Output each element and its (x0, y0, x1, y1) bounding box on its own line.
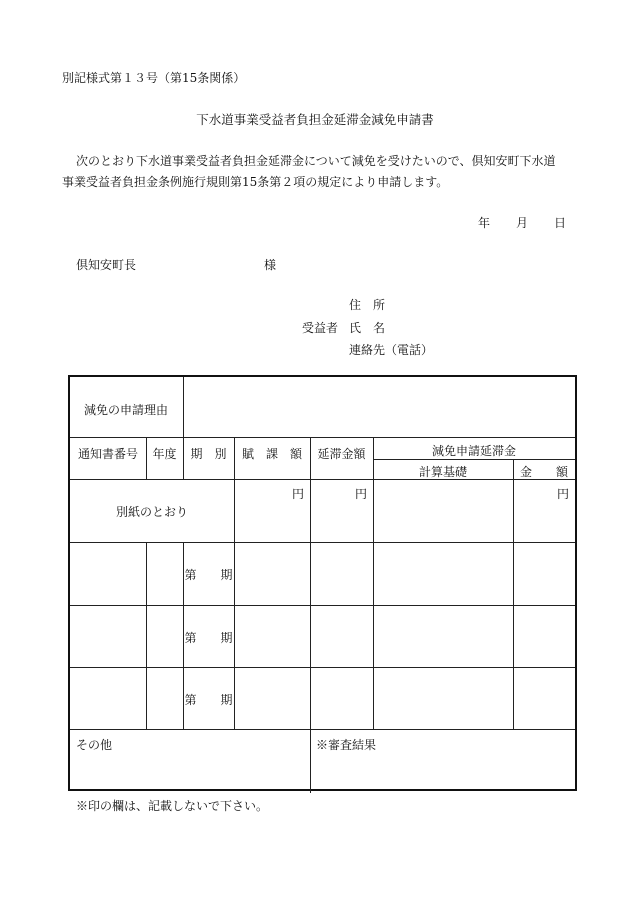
assessed-yen-unit: 円 (292, 487, 305, 501)
addressee-honorific: 様 (264, 258, 277, 272)
col-divider-reason (183, 377, 184, 437)
footer-note: ※印の欄は、記載しないで下さい。 (76, 799, 269, 813)
application-table (68, 375, 577, 791)
header-late-fee: 延滞金額 (317, 447, 366, 461)
applicant-contact-label: 連絡先（電話） (349, 343, 434, 357)
term-row-1: 第 期 (184, 568, 233, 582)
term-row-3: 第 期 (184, 693, 233, 707)
col-divider-calc (513, 459, 514, 729)
col-divider-notice (146, 542, 147, 729)
applicant-address-label: 住 所 (349, 298, 386, 312)
header-notice-no: 通知書番号 (77, 447, 138, 461)
late-fee-yen-unit: 円 (355, 487, 368, 501)
date-month-label: 月 (516, 216, 529, 230)
separate-sheet-text: 別紙のとおり (115, 505, 188, 519)
page-title: 下水道事業受益者負担金延滞金減免申請書 (196, 112, 434, 127)
form-number: 別記様式第１３号（第15条関係） (62, 71, 246, 85)
col-divider-latefee (373, 437, 374, 729)
col-divider-assessed (310, 437, 311, 793)
review-result-label: ※審査結果 (316, 738, 377, 752)
term-row-2: 第 期 (184, 631, 233, 645)
row-divider-subheader (373, 459, 575, 460)
row-divider-4 (70, 729, 575, 730)
header-year: 年度 (152, 447, 177, 461)
header-exemption-group: 減免申請延滞金 (431, 444, 516, 458)
other-label: その他 (76, 738, 113, 752)
applicant-name-label: 氏 名 (349, 321, 386, 335)
intro-line-1: 次のとおり下水道事業受益者負担金延滞金について減免を受けたいので、倶知安町下水道 (76, 154, 556, 168)
header-term: 期 別 (190, 447, 227, 461)
header-amount: 金 額 (519, 465, 568, 479)
date-year-label: 年 (478, 216, 491, 230)
intro-line-2: 事業受益者負担金条例施行規則第15条第２項の規定により申請します。 (62, 175, 449, 189)
reason-label: 減免の申請理由 (84, 403, 169, 417)
addressee-name: 倶知安町長 (76, 258, 137, 272)
col-divider-term (234, 437, 235, 729)
amount-yen-unit: 円 (557, 487, 570, 501)
header-assessed: 賦 課 額 (241, 447, 302, 461)
date-day-label: 日 (554, 216, 567, 230)
header-calc-basis: 計算基礎 (418, 465, 467, 479)
applicant-role-label: 受益者 (302, 321, 339, 335)
